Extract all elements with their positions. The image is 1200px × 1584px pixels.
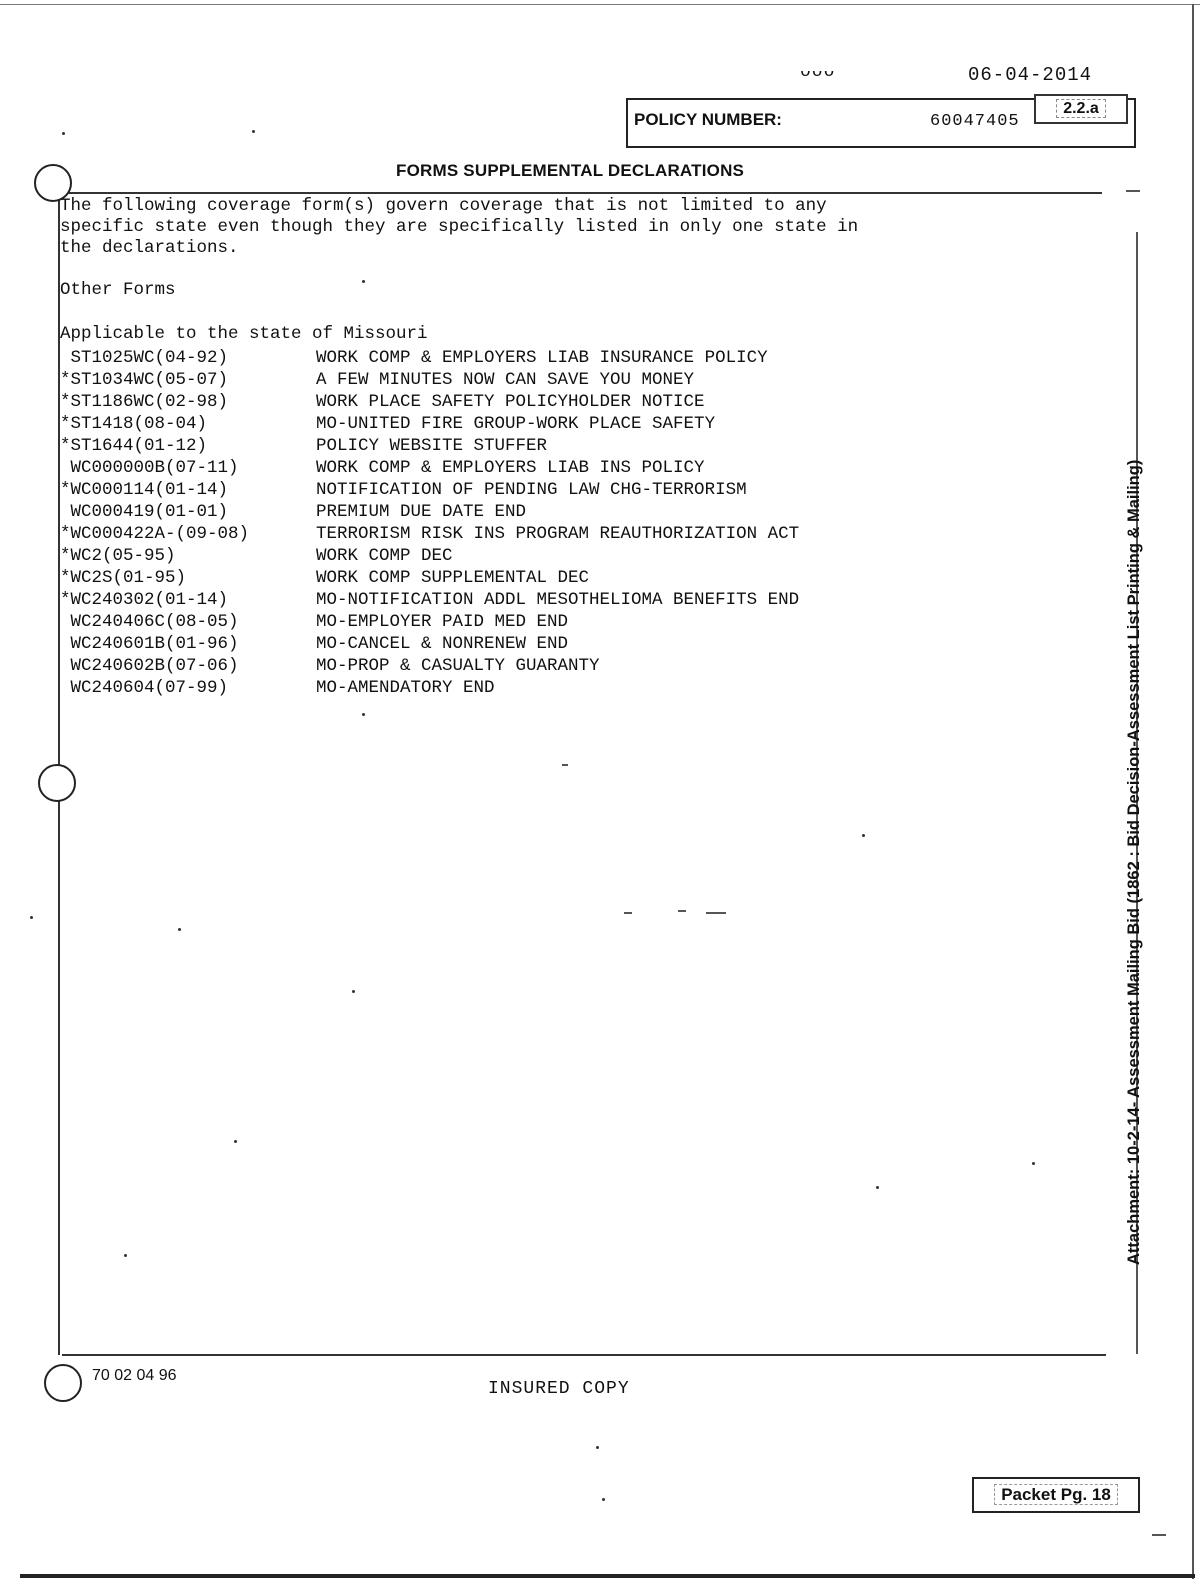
- form-code: *WC240302(01-14): [60, 590, 229, 610]
- form-row: [60, 524, 799, 546]
- form-row: [60, 458, 799, 480]
- page-edge-bottom: [20, 1574, 1195, 1578]
- form-row: [60, 568, 799, 590]
- scan-speck: [862, 834, 865, 837]
- form-description: A FEW MINUTES NOW CAN SAVE YOU MONEY: [316, 370, 695, 390]
- form-code: WC240604(07-99): [60, 678, 229, 698]
- form-code: *WC000422A-(09-08): [60, 524, 250, 544]
- document-date: 06-04-2014: [968, 64, 1093, 86]
- form-code: *WC2(05-95): [60, 546, 176, 566]
- form-description: PREMIUM DUE DATE END: [316, 502, 527, 522]
- form-row: [60, 634, 799, 656]
- top-code: ᴗᴗᴗ: [800, 62, 836, 82]
- form-row: [60, 348, 799, 370]
- form-code: WC000419(01-01): [60, 502, 229, 522]
- state-applicability: Applicable to the state of Missouri: [60, 324, 428, 344]
- form-code: WC240602B(07-06): [60, 656, 239, 676]
- scan-speck: [252, 130, 255, 133]
- form-row: [60, 656, 799, 678]
- form-description: MO-AMENDATORY END: [316, 678, 495, 698]
- form-row: [60, 502, 799, 524]
- scan-speck: [596, 1446, 599, 1449]
- form-description: TERRORISM RISK INS PROGRAM REAUTHORIZATION ACT: [316, 524, 800, 544]
- scan-mark: [1126, 190, 1140, 192]
- form-description: MO-CANCEL & NONRENEW END: [316, 634, 569, 654]
- form-description: NOTIFICATION OF PENDING LAW CHG-TERRORISM: [316, 480, 747, 500]
- scan-mark: [678, 910, 686, 912]
- divider-bottom: [62, 1354, 1106, 1356]
- form-row: [60, 590, 799, 612]
- intro-line: specific state even though they are specifically listed in only one state in: [60, 217, 859, 237]
- packet-page-label: Packet Pg. 18: [994, 1484, 1118, 1505]
- scan-speck: [352, 990, 355, 993]
- scan-mark: [1152, 1534, 1166, 1536]
- form-description: WORK COMP & EMPLOYERS LIAB INSURANCE POLICY: [316, 348, 768, 368]
- page-edge-right: [1192, 4, 1194, 1579]
- scan-speck: [30, 916, 33, 919]
- form-row: [60, 436, 799, 458]
- footer-form-code: 70 02 04 96: [92, 1367, 177, 1384]
- agenda-item-stamp-text: 2.2.a: [1056, 99, 1106, 118]
- form-code: WC000000B(07-11): [60, 458, 239, 478]
- form-description: MO-NOTIFICATION ADDL MESOTHELIOMA BENEFITS END: [316, 590, 800, 610]
- policy-number-label: POLICY NUMBER:: [634, 110, 782, 129]
- scan-mark: [624, 912, 632, 914]
- scan-speck: [362, 280, 365, 283]
- scan-speck: [62, 132, 65, 135]
- form-code: WC240406C(08-05): [60, 612, 239, 632]
- intro-paragraph: [60, 196, 858, 259]
- binder-hole-bottom: [44, 1364, 82, 1402]
- form-code: *ST1644(01-12): [60, 436, 208, 456]
- divider-top: [62, 192, 1102, 194]
- scan-speck: [234, 1140, 237, 1143]
- form-row: [60, 546, 799, 568]
- scan-speck: [1032, 1162, 1035, 1165]
- form-row: [60, 414, 799, 436]
- page-edge-top: [0, 4, 1200, 5]
- scan-speck: [178, 928, 181, 931]
- attachment-sidebar-text: Attachment: 10-2-14- Assessment Mailing Bid (1862 : Bid Decision-Assessment List Printing & Mailing): [1125, 459, 1143, 1265]
- scan-speck: [876, 1186, 879, 1189]
- form-row: [60, 678, 799, 700]
- policy-number-value: 60047405: [930, 112, 1020, 131]
- scan-speck: [602, 1498, 605, 1501]
- form-code: ST1025WC(04-92): [60, 348, 229, 368]
- form-description: MO-UNITED FIRE GROUP-WORK PLACE SAFETY: [316, 414, 716, 434]
- binder-hole-middle: [38, 764, 76, 802]
- scan-speck: [124, 1254, 127, 1257]
- form-code: *WC000114(01-14): [60, 480, 229, 500]
- agenda-item-stamp: [1034, 94, 1128, 124]
- page-title: FORMS SUPPLEMENTAL DECLARATIONS: [396, 161, 745, 180]
- form-row: [60, 370, 799, 392]
- insured-copy-label: INSURED COPY: [488, 1379, 630, 1399]
- form-description: WORK COMP & EMPLOYERS LIAB INS POLICY: [316, 458, 705, 478]
- scan-mark: [562, 764, 568, 766]
- section-heading-other-forms: Other Forms: [60, 280, 176, 300]
- form-code: *ST1034WC(05-07): [60, 370, 229, 390]
- form-description: WORK COMP DEC: [316, 546, 453, 566]
- form-description: WORK PLACE SAFETY POLICYHOLDER NOTICE: [316, 392, 705, 412]
- scan-mark: [706, 912, 726, 914]
- form-code: *ST1418(08-04): [60, 414, 208, 434]
- form-description: MO-EMPLOYER PAID MED END: [316, 612, 569, 632]
- form-row: [60, 392, 799, 414]
- scan-speck: [362, 713, 365, 716]
- form-description: WORK COMP SUPPLEMENTAL DEC: [316, 568, 590, 588]
- form-description: POLICY WEBSITE STUFFER: [316, 436, 548, 456]
- packet-page-box: [972, 1477, 1140, 1513]
- forms-list: [60, 348, 799, 700]
- form-code: *WC2S(01-95): [60, 568, 187, 588]
- form-description: MO-PROP & CASUALTY GUARANTY: [316, 656, 600, 676]
- form-code: WC240601B(01-96): [60, 634, 239, 654]
- intro-line: the declarations.: [60, 238, 239, 258]
- form-code: *ST1186WC(02-98): [60, 392, 229, 412]
- intro-line: The following coverage form(s) govern coverage that is not limited to any: [60, 196, 827, 216]
- form-row: [60, 612, 799, 634]
- form-row: [60, 480, 799, 502]
